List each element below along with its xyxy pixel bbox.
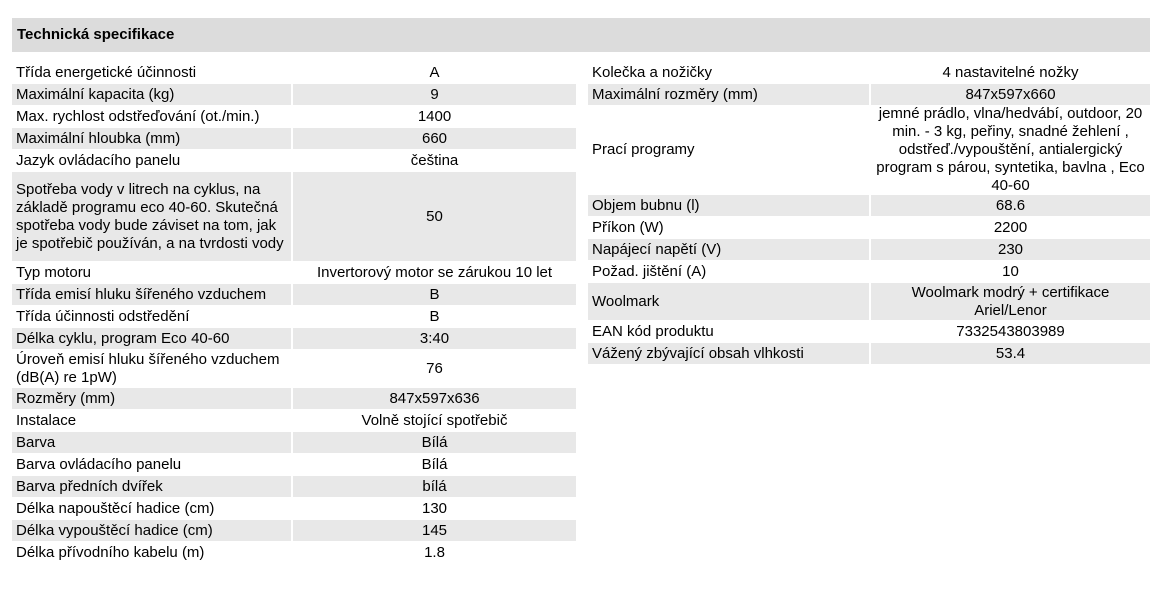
spec-row-panel-color bbox=[12, 454, 576, 475]
spec-value: 10 bbox=[1002, 262, 1019, 280]
spec-row-drum-volume bbox=[588, 195, 1150, 216]
spec-value: bílá bbox=[293, 476, 576, 497]
spec-value: 9 bbox=[293, 84, 576, 105]
spec-label: Barva předních dvířek bbox=[12, 476, 291, 497]
spec-value: 145 bbox=[293, 520, 576, 541]
spec-row-max-dimensions bbox=[588, 84, 1150, 105]
spec-row-residual-moisture bbox=[588, 343, 1150, 364]
spec-value: 3:40 bbox=[293, 328, 576, 349]
spec-label: Barva ovládacího panelu bbox=[16, 455, 182, 473]
spec-label: Rozměry (mm) bbox=[12, 388, 291, 409]
spec-table-right bbox=[588, 62, 1150, 364]
spec-value: B bbox=[293, 284, 576, 305]
spec-value: Bílá bbox=[421, 455, 448, 473]
spec-row-noise-level bbox=[12, 350, 576, 387]
spec-label: Třída emisí hluku šířeného vzduchem bbox=[12, 284, 291, 305]
spec-row-energy-class bbox=[12, 62, 576, 83]
spec-row-installation bbox=[12, 410, 576, 431]
spec-value: Woolmark modrý + certifikace Ariel/Lenor bbox=[871, 283, 1150, 320]
spec-label: Maximální rozměry (mm) bbox=[588, 84, 869, 105]
spec-label: EAN kód produktu bbox=[592, 322, 714, 340]
spec-value: 68.6 bbox=[871, 195, 1150, 216]
spec-row-feet bbox=[588, 62, 1150, 83]
spec-value: A bbox=[429, 63, 440, 81]
spec-value: 1.8 bbox=[424, 543, 445, 561]
spec-label: Příkon (W) bbox=[592, 218, 664, 236]
spec-row-woolmark bbox=[588, 283, 1150, 320]
spec-label: Objem bubnu (l) bbox=[588, 195, 869, 216]
spec-label: Maximální hloubka (mm) bbox=[12, 128, 291, 149]
spec-table-left bbox=[12, 62, 576, 563]
spec-row-spin-class bbox=[12, 306, 576, 327]
spec-label: Třída účinnosti odstředění bbox=[16, 307, 190, 325]
spec-value: 7332543803989 bbox=[956, 322, 1065, 340]
spec-row-panel-language bbox=[12, 150, 576, 171]
spec-label: Prací programy bbox=[592, 141, 695, 158]
spec-label: Úroveň emisí hluku šířeného vzduchem (dB(A) re 1pW) bbox=[16, 350, 280, 386]
spec-value: 2200 bbox=[993, 218, 1028, 236]
spec-row-inlet-hose bbox=[12, 498, 576, 519]
spec-value: Invertorový motor se zárukou 10 let bbox=[316, 263, 553, 281]
spec-label: Napájecí napětí (V) bbox=[588, 239, 869, 260]
spec-value: 1400 bbox=[417, 107, 452, 125]
spec-value: 847x597x636 bbox=[293, 388, 576, 409]
spec-label: Spotřeba vody v litrech na cyklus, na základě programu eco 40-60. Skutečná spotřeba vody bude záviset na tom, jak je spotřebič používán, a na tvrdosti vody bbox=[12, 172, 291, 261]
spec-value: B bbox=[429, 307, 440, 325]
spec-label: Typ motoru bbox=[16, 263, 92, 281]
spec-value: 847x597x660 bbox=[871, 84, 1150, 105]
spec-row-motor-type bbox=[12, 262, 576, 283]
spec-row-cycle-length bbox=[12, 328, 576, 349]
spec-value: jemné prádlo, vlna/hedvábí, outdoor, 20 min. - 3 kg, peřiny, snadné žehlení , odstřeď./vypouštění, antialergický program s párou, syntetika, bavlna , Eco 40-60 bbox=[876, 105, 1145, 194]
spec-row-fuse bbox=[588, 261, 1150, 282]
spec-value: 4 nastavitelné nožky bbox=[942, 63, 1079, 81]
spec-row-capacity bbox=[12, 84, 576, 105]
spec-row-power-cable bbox=[12, 542, 576, 563]
spec-row-max-depth bbox=[12, 128, 576, 149]
spec-label: Maximální kapacita (kg) bbox=[12, 84, 291, 105]
spec-label: Jazyk ovládacího panelu bbox=[16, 151, 181, 169]
spec-value: 76 bbox=[426, 359, 443, 377]
spec-row-noise-class bbox=[12, 284, 576, 305]
spec-label: Třída energetické účinnosti bbox=[16, 63, 197, 81]
spec-label: Délka cyklu, program Eco 40-60 bbox=[12, 328, 291, 349]
spec-value: 230 bbox=[871, 239, 1150, 260]
spec-row-dimensions bbox=[12, 388, 576, 409]
spec-label: Woolmark bbox=[588, 283, 869, 320]
spec-label: Kolečka a nožičky bbox=[592, 63, 713, 81]
spec-label: Instalace bbox=[16, 411, 77, 429]
spec-row-water-consumption bbox=[12, 172, 576, 261]
spec-row-door-color bbox=[12, 476, 576, 497]
spec-label: Délka vypouštěcí hadice (cm) bbox=[12, 520, 291, 541]
section-header bbox=[12, 18, 1150, 52]
spec-row-drain-hose bbox=[12, 520, 576, 541]
spec-value: Volně stojící spotřebič bbox=[361, 411, 508, 429]
spec-label: Vážený zbývající obsah vlhkosti bbox=[588, 343, 869, 364]
spec-label: Barva bbox=[12, 432, 291, 453]
spec-row-spin-speed bbox=[12, 106, 576, 127]
spec-value: čeština bbox=[410, 151, 459, 169]
spec-row-power-input bbox=[588, 217, 1150, 238]
spec-row-ean bbox=[588, 321, 1150, 342]
spec-value: 53.4 bbox=[871, 343, 1150, 364]
spec-label: Délka napouštěcí hadice (cm) bbox=[16, 499, 215, 517]
spec-value: 660 bbox=[293, 128, 576, 149]
spec-value: 50 bbox=[293, 172, 576, 261]
spec-label: Max. rychlost odstřeďování (ot./min.) bbox=[16, 107, 260, 125]
section-title: Technická specifikace bbox=[17, 26, 175, 43]
spec-row-color bbox=[12, 432, 576, 453]
spec-value: 130 bbox=[421, 499, 448, 517]
spec-row-wash-programs bbox=[588, 106, 1150, 194]
spec-label: Délka přívodního kabelu (m) bbox=[16, 543, 205, 561]
spec-label: Požad. jištění (A) bbox=[592, 262, 707, 280]
spec-row-voltage bbox=[588, 239, 1150, 260]
spec-value: Bílá bbox=[293, 432, 576, 453]
